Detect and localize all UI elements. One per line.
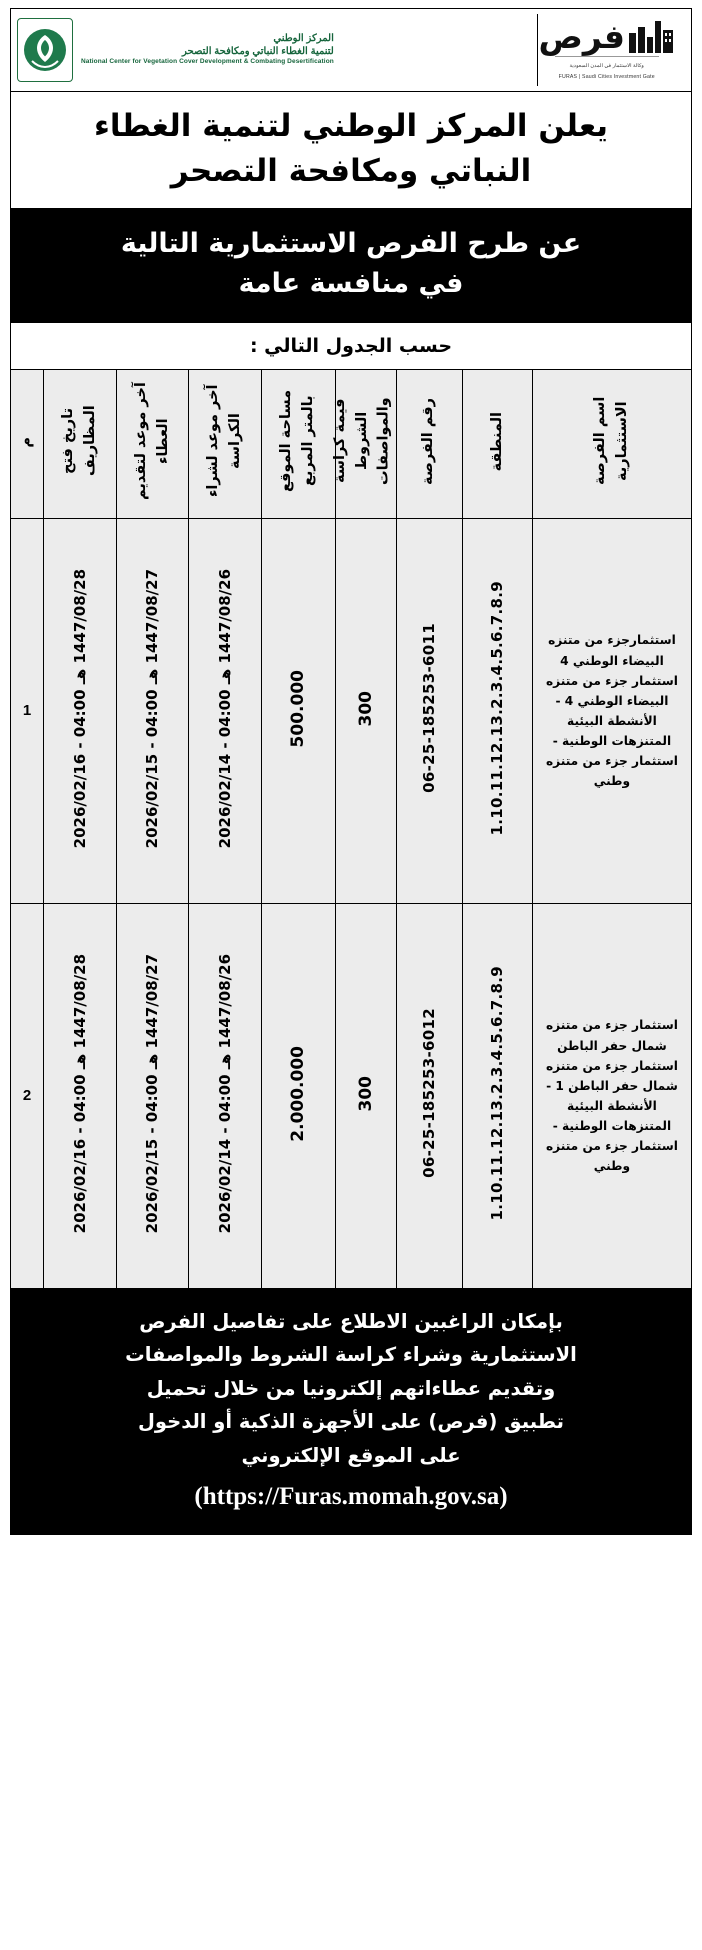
- cell-last-purchase-date: 1447/08/26 هـ 04:00 - 2026/02/14: [189, 903, 262, 1288]
- cell-envelope-opening-date: 1447/08/28 هـ 04:00 - 2026/02/16: [44, 518, 117, 903]
- header-region: المنطقة: [462, 369, 532, 518]
- header-opportunity-name: اسم الفرصة الاستثمارية: [532, 369, 691, 518]
- footer-line5: على الموقع الإلكتروني: [241, 1444, 461, 1467]
- header-site-area: مساحة الموقع بالمتر المربع: [261, 369, 335, 518]
- footer-line3: وتقديم عطاءاتهم إلكترونيا من خلال تحميل: [146, 1376, 556, 1400]
- cell-last-bid-date: 1447/08/27 هـ 04:00 - 2026/02/15: [116, 903, 189, 1288]
- header-last-bid-date: آخر موعد لتقديم العطاء: [116, 369, 189, 518]
- cell-site-area: 2.000.000: [261, 903, 335, 1288]
- cell-opportunity-name: استثمار جزء من متنزه شمال حفر الباطن استثمار جزء من متنزه شمال حفر الباطن 1 - الأنشطة البيئية المتنزهات الوطنية - استثمار جزء من متنزه وطني: [532, 903, 691, 1288]
- ncvc-name-ar-line2: لتنمية الغطاء النباتي ومكافحة التصحر: [182, 45, 334, 57]
- page-title: [10, 92, 692, 208]
- ncvc-wordmark: [81, 33, 334, 66]
- cell-opportunity-number: 06-25-185253-6012: [396, 903, 462, 1288]
- furas-website-url[interactable]: (https://Furas.momah.gov.sa): [194, 1482, 508, 1510]
- cell-index: 2: [11, 903, 44, 1288]
- according-to-table-label: حسب الجدول التالي :: [10, 323, 692, 369]
- ncvc-logo: [17, 18, 338, 82]
- announcement-line1: عن طرح الفرص الاستثمارية التالية: [120, 227, 582, 259]
- furas-logo: [537, 14, 685, 86]
- cell-booklet-price: 300: [335, 518, 396, 903]
- ncvc-name-en: National Center for Vegetation Cover Development & Combating Desertification: [81, 58, 334, 66]
- cell-last-bid-date: 1447/08/27 هـ 04:00 - 2026/02/15: [116, 518, 189, 903]
- furas-subtitle-en: FURAS | Saudi Cities Investment Gate: [558, 74, 655, 80]
- cell-booklet-price: 300: [335, 903, 396, 1288]
- header-opportunity-number: رقم الفرصة: [396, 369, 462, 518]
- table-row: [11, 518, 692, 903]
- footer-line2: الاستثمارية وشراء كراسة الشروط والمواصفات: [125, 1343, 577, 1367]
- furas-name-ar: فرص: [538, 16, 625, 56]
- announcement-banner: [10, 208, 692, 323]
- page-title-line2: النباتي ومكافحة التصحر: [170, 152, 532, 189]
- palm-and-swords-emblem-icon: [17, 18, 73, 82]
- footer-line4: تطبيق (فرص) على الأجهزة الذكية أو الدخول: [138, 1410, 564, 1434]
- header-last-purchase-date: آخر موعد لشراء الكراسة: [189, 369, 262, 518]
- cell-opportunity-name: استثمارجزء من متنزه البيضاء الوطني 4 استثمار جزء من متنزه البيضاء الوطني 4 - الأنشطة البيئية المتنزهات الوطنية - استثمار جزء من متنزه وطني: [532, 518, 691, 903]
- cell-region: 1.10.11.12.13.2.3.4.5.6.7.8.9: [462, 903, 532, 1288]
- cell-envelope-opening-date: 1447/08/28 هـ 04:00 - 2026/02/16: [44, 903, 117, 1288]
- header-booklet-price: قيمة كراسة الشروط والمواصفات: [335, 369, 396, 518]
- cell-index: 1: [11, 518, 44, 903]
- header-index: م: [11, 369, 44, 518]
- announcement-line2: في منافسة عامة: [238, 268, 464, 300]
- furas-subtitle-ar: وكالة الاستثمار في المدن السعودية: [569, 62, 644, 69]
- opportunities-table: [10, 369, 692, 1289]
- cell-site-area: 500.000: [261, 518, 335, 903]
- header-envelope-opening-date: تاريخ فتح المظاريف: [44, 369, 117, 518]
- furas-divider: [555, 56, 659, 57]
- table-row: [11, 903, 692, 1288]
- city-skyline-icon: [629, 19, 675, 53]
- footer-line1: بإمكان الراغبين الاطلاع على تفاصيل الفرص: [139, 1309, 563, 1333]
- cell-opportunity-number: 06-25-185253-6011: [396, 518, 462, 903]
- table-header-row: [11, 369, 692, 518]
- cell-last-purchase-date: 1447/08/26 هـ 04:00 - 2026/02/14: [189, 518, 262, 903]
- footer-instructions: [10, 1289, 692, 1535]
- cell-region: 1.10.11.12.13.2.3.4.5.6.7.8.9: [462, 518, 532, 903]
- header-band: [10, 8, 692, 92]
- ncvc-name-ar-line1: المركز الوطني: [273, 33, 334, 45]
- page-title-line1: يعلن المركز الوطني لتنمية الغطاء: [93, 108, 609, 144]
